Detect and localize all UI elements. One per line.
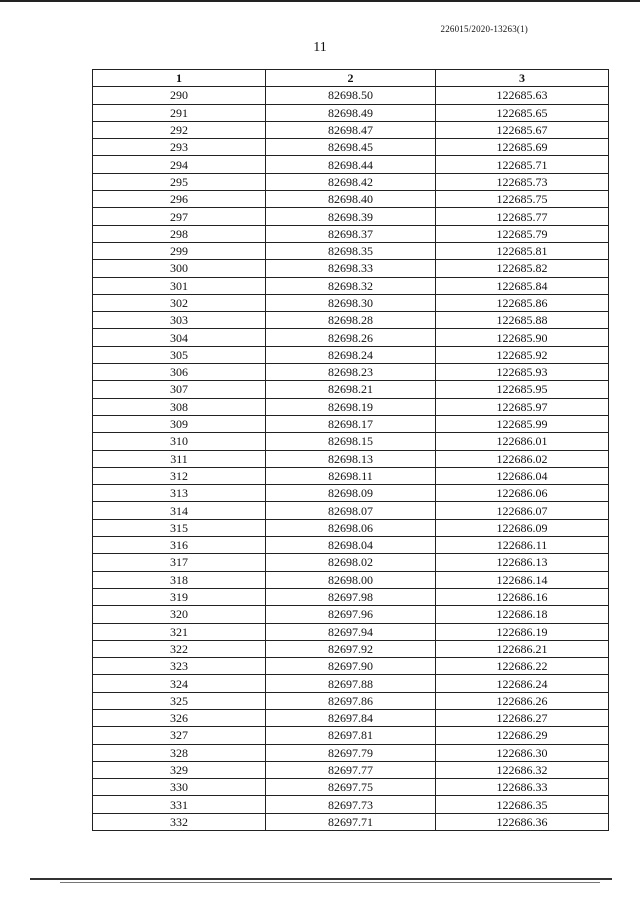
cell-point-number: 296 xyxy=(93,191,266,208)
cell-x-coordinate: 82698.11 xyxy=(266,467,436,484)
table-row xyxy=(93,744,609,761)
coordinates-table xyxy=(92,69,609,831)
cell-y-coordinate: 122685.90 xyxy=(436,329,609,346)
cell-x-coordinate: 82698.42 xyxy=(266,173,436,190)
table-row xyxy=(93,502,609,519)
cell-y-coordinate: 122686.09 xyxy=(436,519,609,536)
document-number: 226015/2020-13263(1) xyxy=(440,24,528,34)
cell-point-number: 332 xyxy=(93,813,266,830)
table-row xyxy=(93,242,609,259)
cell-x-coordinate: 82698.23 xyxy=(266,364,436,381)
cell-point-number: 302 xyxy=(93,294,266,311)
cell-x-coordinate: 82698.02 xyxy=(266,554,436,571)
table-row xyxy=(93,623,609,640)
cell-x-coordinate: 82698.30 xyxy=(266,294,436,311)
table-body xyxy=(93,87,609,831)
cell-y-coordinate: 122685.86 xyxy=(436,294,609,311)
table-row xyxy=(93,813,609,830)
table-row xyxy=(93,156,609,173)
cell-y-coordinate: 122685.63 xyxy=(436,87,609,104)
cell-y-coordinate: 122686.13 xyxy=(436,554,609,571)
cell-x-coordinate: 82698.07 xyxy=(266,502,436,519)
cell-x-coordinate: 82698.32 xyxy=(266,277,436,294)
cell-y-coordinate: 122685.92 xyxy=(436,346,609,363)
cell-x-coordinate: 82698.37 xyxy=(266,225,436,242)
table-row xyxy=(93,208,609,225)
cell-point-number: 298 xyxy=(93,225,266,242)
table-row xyxy=(93,675,609,692)
cell-x-coordinate: 82698.28 xyxy=(266,312,436,329)
cell-x-coordinate: 82698.21 xyxy=(266,381,436,398)
table-row xyxy=(93,692,609,709)
table-row xyxy=(93,727,609,744)
cell-point-number: 315 xyxy=(93,519,266,536)
table-row xyxy=(93,571,609,588)
cell-point-number: 299 xyxy=(93,242,266,259)
cell-y-coordinate: 122686.14 xyxy=(436,571,609,588)
table-row xyxy=(93,519,609,536)
table-row xyxy=(93,381,609,398)
bottom-rule xyxy=(30,878,612,880)
cell-y-coordinate: 122685.82 xyxy=(436,260,609,277)
bottom-rule-thin xyxy=(60,882,600,883)
cell-y-coordinate: 122686.02 xyxy=(436,450,609,467)
cell-point-number: 290 xyxy=(93,87,266,104)
cell-x-coordinate: 82698.15 xyxy=(266,433,436,450)
cell-point-number: 300 xyxy=(93,260,266,277)
cell-x-coordinate: 82698.19 xyxy=(266,398,436,415)
cell-point-number: 317 xyxy=(93,554,266,571)
top-rule xyxy=(0,0,640,2)
table-row xyxy=(93,554,609,571)
cell-y-coordinate: 122686.33 xyxy=(436,779,609,796)
cell-y-coordinate: 122685.93 xyxy=(436,364,609,381)
cell-point-number: 318 xyxy=(93,571,266,588)
table-header xyxy=(93,70,609,87)
cell-x-coordinate: 82698.40 xyxy=(266,191,436,208)
cell-x-coordinate: 82697.84 xyxy=(266,709,436,726)
table-row xyxy=(93,225,609,242)
cell-point-number: 295 xyxy=(93,173,266,190)
cell-y-coordinate: 122685.99 xyxy=(436,415,609,432)
cell-point-number: 306 xyxy=(93,364,266,381)
cell-x-coordinate: 82697.75 xyxy=(266,779,436,796)
cell-y-coordinate: 122686.29 xyxy=(436,727,609,744)
table-row xyxy=(93,709,609,726)
cell-x-coordinate: 82698.50 xyxy=(266,87,436,104)
cell-x-coordinate: 82697.79 xyxy=(266,744,436,761)
cell-x-coordinate: 82698.47 xyxy=(266,121,436,138)
cell-point-number: 330 xyxy=(93,779,266,796)
cell-point-number: 325 xyxy=(93,692,266,709)
cell-y-coordinate: 122686.19 xyxy=(436,623,609,640)
table-row xyxy=(93,346,609,363)
cell-point-number: 314 xyxy=(93,502,266,519)
cell-y-coordinate: 122685.95 xyxy=(436,381,609,398)
cell-x-coordinate: 82697.81 xyxy=(266,727,436,744)
cell-y-coordinate: 122685.71 xyxy=(436,156,609,173)
cell-x-coordinate: 82698.04 xyxy=(266,537,436,554)
cell-point-number: 301 xyxy=(93,277,266,294)
cell-x-coordinate: 82697.88 xyxy=(266,675,436,692)
table-row xyxy=(93,658,609,675)
cell-y-coordinate: 122686.11 xyxy=(436,537,609,554)
cell-y-coordinate: 122686.26 xyxy=(436,692,609,709)
cell-point-number: 323 xyxy=(93,658,266,675)
cell-point-number: 294 xyxy=(93,156,266,173)
cell-x-coordinate: 82698.33 xyxy=(266,260,436,277)
cell-point-number: 309 xyxy=(93,415,266,432)
table-row xyxy=(93,761,609,778)
cell-x-coordinate: 82698.45 xyxy=(266,139,436,156)
cell-y-coordinate: 122686.21 xyxy=(436,640,609,657)
cell-x-coordinate: 82698.35 xyxy=(266,242,436,259)
cell-x-coordinate: 82697.90 xyxy=(266,658,436,675)
cell-point-number: 291 xyxy=(93,104,266,121)
cell-point-number: 327 xyxy=(93,727,266,744)
table-row xyxy=(93,588,609,605)
cell-y-coordinate: 122685.79 xyxy=(436,225,609,242)
cell-y-coordinate: 122686.30 xyxy=(436,744,609,761)
cell-y-coordinate: 122685.81 xyxy=(436,242,609,259)
table-row xyxy=(93,277,609,294)
cell-point-number: 328 xyxy=(93,744,266,761)
cell-point-number: 292 xyxy=(93,121,266,138)
cell-point-number: 311 xyxy=(93,450,266,467)
table-row xyxy=(93,433,609,450)
cell-y-coordinate: 122686.04 xyxy=(436,467,609,484)
cell-x-coordinate: 82697.77 xyxy=(266,761,436,778)
cell-point-number: 303 xyxy=(93,312,266,329)
cell-y-coordinate: 122686.16 xyxy=(436,588,609,605)
cell-y-coordinate: 122685.67 xyxy=(436,121,609,138)
cell-point-number: 321 xyxy=(93,623,266,640)
table-row xyxy=(93,329,609,346)
cell-x-coordinate: 82697.98 xyxy=(266,588,436,605)
table-row xyxy=(93,191,609,208)
cell-point-number: 326 xyxy=(93,709,266,726)
cell-y-coordinate: 122686.01 xyxy=(436,433,609,450)
cell-x-coordinate: 82697.71 xyxy=(266,813,436,830)
cell-y-coordinate: 122686.36 xyxy=(436,813,609,830)
cell-point-number: 310 xyxy=(93,433,266,450)
column-header-x: 2 xyxy=(266,70,436,87)
cell-point-number: 297 xyxy=(93,208,266,225)
cell-y-coordinate: 122685.75 xyxy=(436,191,609,208)
table-row xyxy=(93,139,609,156)
cell-y-coordinate: 122686.22 xyxy=(436,658,609,675)
cell-y-coordinate: 122686.27 xyxy=(436,709,609,726)
cell-y-coordinate: 122685.84 xyxy=(436,277,609,294)
table-row xyxy=(93,606,609,623)
table-row xyxy=(93,398,609,415)
table-row xyxy=(93,104,609,121)
cell-point-number: 308 xyxy=(93,398,266,415)
cell-x-coordinate: 82698.24 xyxy=(266,346,436,363)
cell-y-coordinate: 122686.35 xyxy=(436,796,609,813)
table-row xyxy=(93,260,609,277)
cell-point-number: 307 xyxy=(93,381,266,398)
column-header-point: 1 xyxy=(93,70,266,87)
cell-x-coordinate: 82697.73 xyxy=(266,796,436,813)
cell-y-coordinate: 122686.07 xyxy=(436,502,609,519)
cell-y-coordinate: 122685.65 xyxy=(436,104,609,121)
cell-y-coordinate: 122685.73 xyxy=(436,173,609,190)
page-number: 11 xyxy=(313,40,327,55)
cell-point-number: 305 xyxy=(93,346,266,363)
table-row xyxy=(93,450,609,467)
cell-y-coordinate: 122686.18 xyxy=(436,606,609,623)
cell-x-coordinate: 82697.86 xyxy=(266,692,436,709)
cell-point-number: 319 xyxy=(93,588,266,605)
cell-x-coordinate: 82698.39 xyxy=(266,208,436,225)
table-row xyxy=(93,415,609,432)
cell-point-number: 324 xyxy=(93,675,266,692)
table-row xyxy=(93,312,609,329)
cell-x-coordinate: 82698.00 xyxy=(266,571,436,588)
cell-x-coordinate: 82698.44 xyxy=(266,156,436,173)
table-row xyxy=(93,485,609,502)
table-row xyxy=(93,121,609,138)
table-row xyxy=(93,796,609,813)
cell-y-coordinate: 122685.69 xyxy=(436,139,609,156)
table-row xyxy=(93,87,609,104)
cell-point-number: 312 xyxy=(93,467,266,484)
cell-y-coordinate: 122685.77 xyxy=(436,208,609,225)
table-row xyxy=(93,173,609,190)
column-header-y: 3 xyxy=(436,70,609,87)
cell-x-coordinate: 82698.17 xyxy=(266,415,436,432)
cell-y-coordinate: 122685.97 xyxy=(436,398,609,415)
table-header-row xyxy=(93,70,609,87)
cell-y-coordinate: 122685.88 xyxy=(436,312,609,329)
cell-y-coordinate: 122686.06 xyxy=(436,485,609,502)
table-row xyxy=(93,640,609,657)
cell-point-number: 320 xyxy=(93,606,266,623)
cell-x-coordinate: 82698.49 xyxy=(266,104,436,121)
cell-x-coordinate: 82697.96 xyxy=(266,606,436,623)
cell-point-number: 304 xyxy=(93,329,266,346)
cell-point-number: 313 xyxy=(93,485,266,502)
cell-x-coordinate: 82698.09 xyxy=(266,485,436,502)
cell-y-coordinate: 122686.24 xyxy=(436,675,609,692)
cell-x-coordinate: 82697.92 xyxy=(266,640,436,657)
cell-point-number: 293 xyxy=(93,139,266,156)
table-row xyxy=(93,294,609,311)
cell-point-number: 331 xyxy=(93,796,266,813)
table-row xyxy=(93,364,609,381)
cell-point-number: 316 xyxy=(93,537,266,554)
cell-point-number: 329 xyxy=(93,761,266,778)
table-row xyxy=(93,779,609,796)
cell-x-coordinate: 82698.13 xyxy=(266,450,436,467)
cell-x-coordinate: 82697.94 xyxy=(266,623,436,640)
cell-x-coordinate: 82698.26 xyxy=(266,329,436,346)
table-row xyxy=(93,467,609,484)
cell-x-coordinate: 82698.06 xyxy=(266,519,436,536)
cell-y-coordinate: 122686.32 xyxy=(436,761,609,778)
cell-point-number: 322 xyxy=(93,640,266,657)
table-row xyxy=(93,537,609,554)
